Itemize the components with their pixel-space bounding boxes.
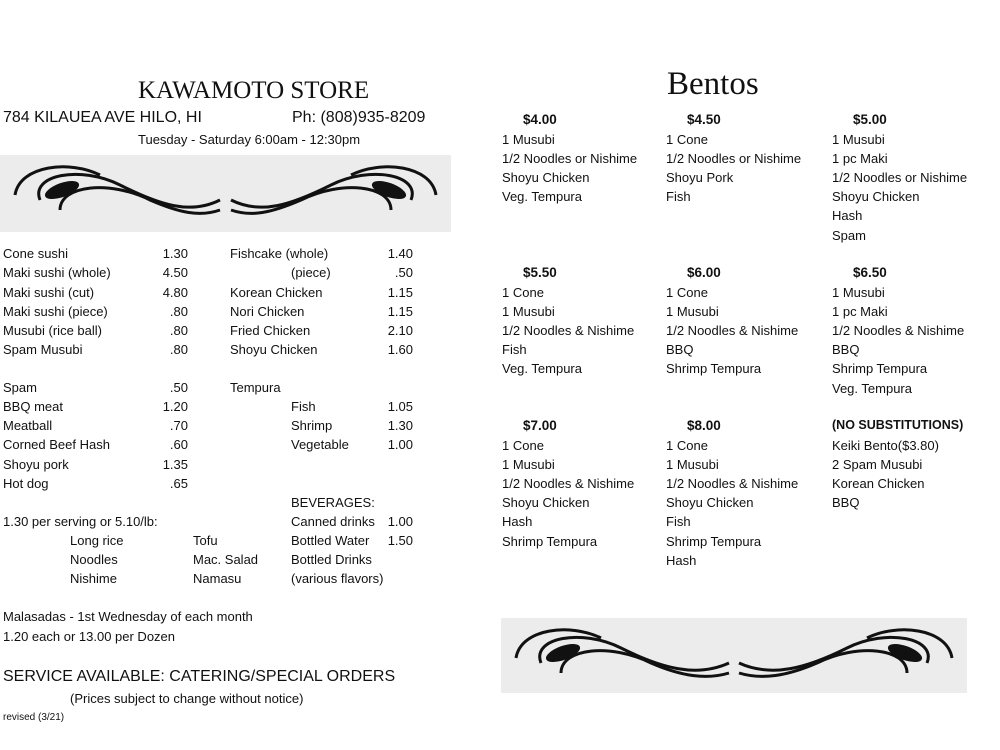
bento-item: Spam xyxy=(832,227,866,243)
bento-item: 1 Cone xyxy=(666,438,708,453)
menu-item-name: Maki sushi (piece) xyxy=(3,304,108,319)
bento-item: Shoyu Chicken xyxy=(666,495,754,511)
menu-item-name: Spam xyxy=(3,380,37,395)
menu-item-name: Corned Beef Hash xyxy=(3,437,110,452)
menu-item-price: .65 xyxy=(169,476,188,491)
menu-item-name: Spam Musubi xyxy=(3,342,83,357)
tempura-item-price: 1.05 xyxy=(387,399,413,414)
side-item: Namasu xyxy=(193,571,242,586)
bento-item: Hash xyxy=(502,514,533,530)
menu-item-price: .60 xyxy=(169,437,188,452)
bento-item: BBQ xyxy=(666,342,694,358)
menu-item-name: Fried Chicken xyxy=(230,323,311,338)
menu-item-price: 1.30 xyxy=(162,246,188,261)
store-address: 784 KILAUEA AVE HILO, HI xyxy=(3,109,202,126)
menu-item-price: .80 xyxy=(169,304,188,319)
menu-item-name: Shoyu pork xyxy=(3,457,69,472)
bento-price: (NO SUBSTITUTIONS) xyxy=(832,418,964,432)
bento-item: Veg. Tempura xyxy=(832,380,912,396)
menu-item-name: (piece) xyxy=(291,265,331,280)
menu-item-name: Maki sushi (whole) xyxy=(3,265,111,280)
bento-item: Shrimp Tempura xyxy=(666,361,762,377)
menu-item-price: .50 xyxy=(394,265,413,280)
side-item: Tofu xyxy=(193,533,218,548)
tempura-item-name: Fish xyxy=(291,399,316,414)
bento-item: Veg. Tempura xyxy=(502,361,582,377)
menu-item-price: 1.40 xyxy=(387,246,413,261)
menu-item-price: .50 xyxy=(169,380,188,395)
bento-item: 2 Spam Musubi xyxy=(832,457,923,473)
bento-item: Veg. Tempura xyxy=(502,189,582,205)
menu-item-price: .80 xyxy=(169,323,188,338)
service-notice: SERVICE AVAILABLE: CATERING/SPECIAL ORDERS xyxy=(3,668,396,685)
bento-item: 1/2 Noodles or Nishime xyxy=(502,151,638,167)
beverage-item-price: 1.00 xyxy=(387,514,413,529)
tempura-item-price: 1.30 xyxy=(387,418,413,433)
decorative-flourish-banner-bottom xyxy=(501,618,967,693)
bento-item: Shoyu Chicken xyxy=(832,189,920,205)
bento-item: 1 Musubi xyxy=(502,457,555,473)
menu-item-price: 1.35 xyxy=(162,457,188,472)
menu-item-price: 4.50 xyxy=(162,265,188,280)
menu-item-name: Musubi (rice ball) xyxy=(3,323,102,338)
bento-item: 1 pc Maki xyxy=(832,151,888,167)
decorative-flourish-banner xyxy=(0,155,451,232)
bento-price: $4.00 xyxy=(523,112,557,127)
bento-item: Shoyu Chicken xyxy=(502,495,590,511)
bento-item: Fish xyxy=(502,342,527,358)
bento-item: Shrimp Tempura xyxy=(666,533,762,549)
flourish-ornament-icon xyxy=(0,155,451,232)
tempura-heading: Tempura xyxy=(230,380,281,395)
menu-item-name: BBQ meat xyxy=(3,399,63,414)
store-phone: Ph: (808)935-8209 xyxy=(292,109,426,126)
menu-item-price: 1.15 xyxy=(387,285,413,300)
menu-item-price: .70 xyxy=(169,418,188,433)
menu-item-price: 2.10 xyxy=(387,323,413,338)
menu-item-price: 1.60 xyxy=(387,342,413,357)
bento-item: Fish xyxy=(666,189,691,205)
bento-item: Korean Chicken xyxy=(832,476,925,492)
bento-item: 1/2 Noodles & Nishime xyxy=(666,323,799,339)
beverage-item-name: Bottled Water xyxy=(291,533,370,548)
beverage-item-name: (various flavors) xyxy=(291,571,384,586)
menu-item-name: Fishcake (whole) xyxy=(230,246,329,261)
bento-item: 1 Musubi xyxy=(832,285,885,300)
beverage-item-price: 1.50 xyxy=(387,533,413,548)
flourish-ornament-icon xyxy=(501,618,967,693)
bento-item: 1/2 Noodles or Nishime xyxy=(666,151,802,167)
bento-price: $6.00 xyxy=(687,265,721,280)
bento-item: BBQ xyxy=(832,342,860,358)
bento-item: 1 Musubi xyxy=(502,304,555,320)
bento-item: 1 Musubi xyxy=(832,132,885,147)
side-item: Mac. Salad xyxy=(193,552,259,567)
beverage-item-name: Canned drinks xyxy=(291,514,375,529)
menu-item-name: Meatball xyxy=(3,418,53,433)
menu-item-price: 4.80 xyxy=(162,285,188,300)
bento-item: BBQ xyxy=(832,495,860,511)
beverage-item-name: Bottled Drinks xyxy=(291,552,372,567)
side-item: Long rice xyxy=(70,533,124,548)
bento-item: 1 Musubi xyxy=(502,132,555,147)
bento-price: $6.50 xyxy=(853,265,887,280)
bento-item: 1 pc Maki xyxy=(832,304,888,320)
menu-item-price: 1.20 xyxy=(162,399,188,414)
bento-item: 1 Cone xyxy=(666,285,708,300)
side-item: Nishime xyxy=(70,571,117,586)
bento-price: $8.00 xyxy=(687,418,721,433)
malasadas-line: 1.20 each or 13.00 per Dozen xyxy=(3,629,176,644)
bento-item: 1/2 Noodles & Nishime xyxy=(832,323,965,339)
beverages-heading: BEVERAGES: xyxy=(291,495,375,510)
menu-item-name: Korean Chicken xyxy=(230,285,323,300)
tempura-item-price: 1.00 xyxy=(387,437,413,452)
bento-item: 1/2 Noodles & Nishime xyxy=(666,476,799,492)
tempura-item-name: Vegetable xyxy=(291,437,349,452)
bento-price: $7.00 xyxy=(523,418,557,433)
bento-item: 1/2 Noodles or Nishime xyxy=(832,170,968,186)
menu-item-name: Hot dog xyxy=(3,476,49,491)
bento-item: 1/2 Noodles & Nishime xyxy=(502,476,635,492)
bento-item: 1 Cone xyxy=(502,438,544,453)
bento-price: $4.50 xyxy=(687,112,721,127)
side-item: Noodles xyxy=(70,552,118,567)
menu-item-name: Shoyu Chicken xyxy=(230,342,318,357)
bento-item: Keiki Bento($3.80) xyxy=(832,438,939,453)
bento-price: $5.50 xyxy=(523,265,557,280)
bento-item: Shoyu Pork xyxy=(666,170,734,186)
sides-heading: 1.30 per serving or 5.10/lb: xyxy=(3,514,158,529)
menu-item-price: .80 xyxy=(169,342,188,357)
bento-item: Fish xyxy=(666,514,691,530)
revised-date: revised (3/21) xyxy=(3,712,65,723)
price-disclaimer: (Prices subject to change without notice) xyxy=(70,691,304,706)
bentos-title: Bentos xyxy=(667,66,759,102)
bento-item: 1/2 Noodles & Nishime xyxy=(502,323,635,339)
malasadas-line: Malasadas - 1st Wednesday of each month xyxy=(3,609,253,624)
store-name: KAWAMOTO STORE xyxy=(138,77,370,104)
menu-item-price: 1.15 xyxy=(387,304,413,319)
bento-item: 1 Cone xyxy=(502,285,544,300)
bento-item: Hash xyxy=(832,208,863,224)
bento-item: 1 Musubi xyxy=(666,457,719,473)
bento-item: 1 Cone xyxy=(666,132,708,147)
bento-item: 1 Musubi xyxy=(666,304,719,320)
bento-item: Shrimp Tempura xyxy=(832,361,928,377)
menu-item-name: Cone sushi xyxy=(3,246,69,261)
bento-price: $5.00 xyxy=(853,112,887,127)
store-hours: Tuesday - Saturday 6:00am - 12:30pm xyxy=(138,132,361,147)
tempura-item-name: Shrimp xyxy=(291,418,333,433)
bento-item: Shrimp Tempura xyxy=(502,533,598,549)
menu-item-name: Nori Chicken xyxy=(230,304,305,319)
bento-item: Hash xyxy=(666,552,697,568)
bento-item: Shoyu Chicken xyxy=(502,170,590,186)
menu-item-name: Maki sushi (cut) xyxy=(3,285,95,300)
